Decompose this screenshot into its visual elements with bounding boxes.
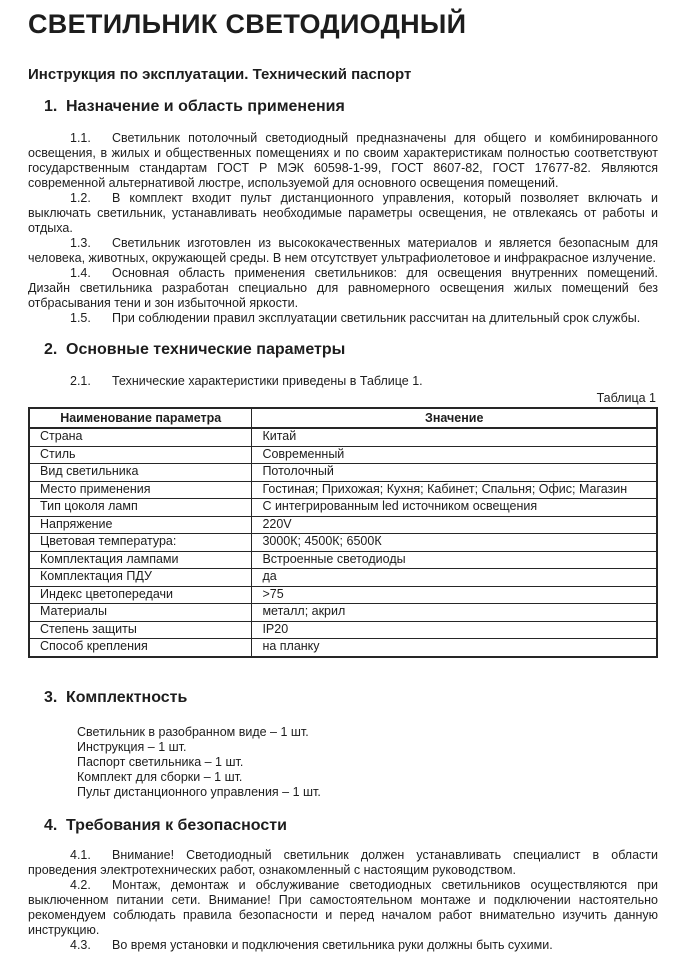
- param-cell: Способ крепления: [29, 639, 252, 657]
- paragraph-number: 2.1.: [70, 374, 91, 388]
- paragraph-1-3: [28, 236, 658, 266]
- value-cell: С интегрированным led источником освещения: [252, 499, 657, 517]
- section-2-body: [28, 374, 658, 389]
- param-cell: Страна: [29, 428, 252, 446]
- value-cell: >75: [252, 586, 657, 604]
- kit-item: Комплект для сборки – 1 шт.: [77, 769, 243, 784]
- section-2-heading: [28, 340, 658, 359]
- table-row: [29, 481, 657, 499]
- section-4-body: [28, 848, 658, 953]
- param-cell: Вид светильника: [29, 464, 252, 482]
- kit-item: Пульт дистанционного управления – 1 шт.: [77, 784, 321, 799]
- value-cell: 220V: [252, 516, 657, 534]
- paragraph-1-1: [28, 131, 658, 191]
- technical-parameters-table: [28, 407, 658, 658]
- section-1-title: Назначение и область применения: [66, 98, 345, 115]
- paragraph-1-2: [28, 191, 658, 236]
- section-4-title: Требования к безопасности: [66, 816, 287, 834]
- paragraph-text: Во время установки и подключения светильника руки должны быть сухими.: [112, 937, 553, 952]
- paragraph-number: 1.1.: [70, 131, 91, 145]
- param-cell: Комплектация ПДУ: [29, 569, 252, 587]
- value-cell: Потолочный: [252, 464, 657, 482]
- document-title: СВЕТИЛЬНИК СВЕТОДИОДНЫЙ: [28, 9, 467, 39]
- param-cell: Материалы: [29, 604, 252, 622]
- paragraph-2-1: [28, 374, 658, 389]
- value-cell: Китай: [252, 428, 657, 446]
- section-3-number: 3.: [44, 688, 58, 706]
- section-2-title: Основные технические параметры: [66, 341, 346, 358]
- param-cell: Стиль: [29, 446, 252, 464]
- paragraph-4-3: [28, 938, 658, 953]
- paragraph-number: 4.3.: [70, 937, 91, 952]
- table-header-parameter: Наименование параметра: [29, 408, 252, 428]
- paragraph-text: Монтаж, демонтаж и обслуживание светодиодных светильников осуществляются при выключенном питании сети. Внимание! При самостоятельном монтаже и подключении настоятельно рекомендуем соблюдать правила безопасности и перед началом работ внимательно изучить данную инструкцию.: [28, 877, 658, 937]
- param-cell: Индекс цветопередачи: [29, 586, 252, 604]
- table-caption: Таблица 1: [596, 391, 656, 405]
- table-row: [29, 604, 657, 622]
- section-4-number: 4.: [44, 816, 58, 834]
- table-row: [29, 428, 657, 446]
- table-row: [29, 534, 657, 552]
- table-row: [29, 446, 657, 464]
- paragraph-number: 4.1.: [70, 847, 91, 862]
- value-cell: IP20: [252, 621, 657, 639]
- table-header-row: [29, 408, 657, 428]
- section-1-body: [28, 131, 658, 326]
- paragraph-number: 1.5.: [70, 311, 91, 325]
- paragraph-text: При соблюдении правил эксплуатации светильник рассчитан на длительный срок службы.: [112, 311, 641, 325]
- paragraph-text: Внимание! Светодиодный светильник должен устанавливать специалист в области проведения электротехнических работ, ознакомленный с настоящим руководством.: [28, 847, 658, 877]
- param-cell: Степень защиты: [29, 621, 252, 639]
- paragraph-number: 1.2.: [70, 191, 91, 205]
- table-row: [29, 551, 657, 569]
- kit-contents-list: [28, 725, 658, 800]
- param-cell: Цветовая температура:: [29, 534, 252, 552]
- table-header-value: Значение: [252, 408, 657, 428]
- section-3-title: Комплектность: [66, 688, 188, 706]
- section-1-heading: [28, 97, 658, 116]
- table-row: [29, 639, 657, 657]
- paragraph-text: Основная область применения светильников: для освещения внутренних помещений. Дизайн светильника разработан специально для равномерного освещения жилых помещений без отбрасывания тени и зон избыточной яркости.: [28, 266, 658, 310]
- paragraph-4-1: [28, 848, 658, 878]
- section-4-heading: [28, 816, 658, 835]
- kit-item: Паспорт светильника – 1 шт.: [77, 754, 244, 769]
- kit-item: Инструкция – 1 шт.: [77, 739, 187, 754]
- value-cell: на планку: [252, 639, 657, 657]
- value-cell: 3000К; 4500К; 6500К: [252, 534, 657, 552]
- paragraph-1-4: [28, 266, 658, 311]
- paragraph-number: 4.2.: [70, 877, 91, 892]
- param-cell: Тип цоколя ламп: [29, 499, 252, 517]
- section-1-number: 1.: [44, 98, 58, 115]
- paragraph-text: Светильник потолочный светодиодный предназначены для общего и комбинированного освещения, в жилых и общественных помещениях и по своим характеристикам полностью соответствуют государственным стандартам ГОСТ Р МЭК 60598-1-99, ГОСТ 8607-82, ГОСТ 17677-82. Являются современной альтернативой люстре, используемой для основного освещения помещений.: [28, 131, 658, 190]
- table-row: [29, 621, 657, 639]
- table-row: [29, 499, 657, 517]
- paragraph-text: Светильник изготовлен из высококачественных материалов и является безопасным для человека, животных, окружающей среды. В нем отсутствует ультрафиолетовое и инфракрасное излучение.: [28, 236, 658, 265]
- value-cell: Гостиная; Прихожая; Кухня; Кабинет; Спальня; Офис; Магазин: [252, 481, 657, 499]
- paragraph-4-2: [28, 878, 658, 938]
- paragraph-text: Технические характеристики приведены в Таблице 1.: [112, 374, 423, 388]
- document-subtitle: Инструкция по эксплуатации. Технический паспорт: [28, 66, 412, 83]
- value-cell: Встроенные светодиоды: [252, 551, 657, 569]
- kit-item: Светильник в разобранном виде – 1 шт.: [77, 724, 309, 739]
- param-cell: Напряжение: [29, 516, 252, 534]
- value-cell: да: [252, 569, 657, 587]
- paragraph-text: В комплект входит пульт дистанционного управления, который позволяет включать и выключать светильник, устанавливать необходимые параметры освещения, не отвлекаясь от работы и отдыха.: [28, 191, 658, 235]
- paragraph-1-5: [28, 311, 658, 326]
- table-row: [29, 569, 657, 587]
- section-3-heading: [28, 688, 658, 707]
- table-row: [29, 586, 657, 604]
- value-cell: металл; акрил: [252, 604, 657, 622]
- param-cell: Место применения: [29, 481, 252, 499]
- param-cell: Комплектация лампами: [29, 551, 252, 569]
- value-cell: Современный: [252, 446, 657, 464]
- table-row: [29, 464, 657, 482]
- paragraph-number: 1.3.: [70, 236, 91, 250]
- table-row: [29, 516, 657, 534]
- section-2-number: 2.: [44, 341, 58, 358]
- paragraph-number: 1.4.: [70, 266, 91, 280]
